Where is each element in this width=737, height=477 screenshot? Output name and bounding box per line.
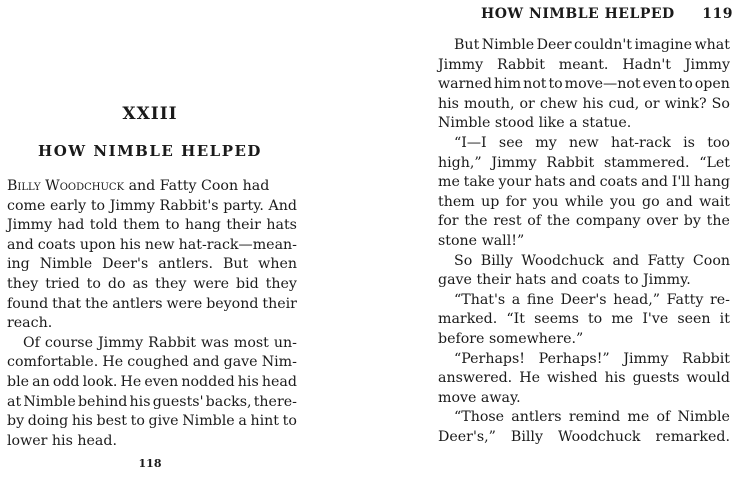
text-line: lower his head.: [7, 432, 117, 449]
text-line: come early to Jimmy Rabbit's party. And: [7, 197, 297, 214]
text-line: Billy Woodchuck and Fatty Coon had: [7, 178, 270, 194]
right-page: [368, 0, 737, 477]
text-line: before somewhere.”: [438, 330, 584, 347]
text-line: “Perhaps! Perhaps!” Jimmy Rabbit: [454, 350, 730, 367]
text-line: by doing his best to give Nimble a hint to: [7, 413, 297, 430]
text-line: gave their hats and coats to Jimmy.: [438, 272, 691, 289]
page-number: 118: [138, 457, 162, 470]
text-line: found that the antlers were beyond their: [7, 295, 297, 312]
text-line: comfortable. He coughed and gave Nim-: [7, 354, 297, 371]
chapter-title: HOW NIMBLE HELPED: [38, 142, 262, 160]
small-caps-name: Billy Woodchuck: [7, 178, 125, 194]
text-line: at Nimble behind his guests' backs, there-: [7, 393, 297, 410]
text-line: ble an odd look. He even nodded his head: [7, 373, 297, 390]
running-head-title: HOW NIMBLE HELPED: [481, 6, 675, 22]
right-body-text: [438, 36, 730, 447]
text-line: reach.: [7, 315, 53, 332]
chapter-number: XXIII: [122, 104, 178, 124]
text-line: Nimble stood like a statue.: [438, 115, 632, 132]
text-line: they tried to do as they were bid they: [7, 275, 297, 292]
text-line: warned him not to move—not even to open: [438, 76, 730, 93]
text-line: his mouth, or chew his cud, or wink? So: [438, 95, 730, 112]
text-line: “I—I see my new hat-rack is too: [454, 134, 730, 151]
text-line: So Billy Woodchuck and Fatty Coon: [454, 252, 730, 269]
left-body-text: [7, 177, 297, 451]
text-line: answered. He wished his guests would: [438, 370, 730, 387]
text-line: ing Nimble Deer's antlers. But when: [7, 256, 297, 273]
text-line: marked. “It seems to me I've seen it: [438, 311, 730, 328]
text-line: But Nimble Deer couldn't imagine what: [454, 37, 730, 53]
left-page: [0, 0, 368, 477]
text-line: them up for you while you go and wait: [438, 193, 730, 210]
text-line: “That's a fine Deer's head,” Fatty re-: [454, 291, 730, 308]
text-line: Deer's,” Billy Woodchuck remarked.: [438, 428, 730, 445]
text-line: high,” Jimmy Rabbit stammered. “Let: [438, 154, 730, 171]
running-head: [481, 6, 733, 22]
text-line: for the rest of the company over by the: [438, 213, 730, 230]
text-line: Jimmy had told them to hang their hats: [7, 217, 297, 234]
text-line: “Those antlers remind me of Nimble: [454, 409, 730, 426]
text-line: stone wall!”: [438, 232, 525, 249]
text-line: and coats upon his new hat-rack—mean-: [7, 236, 297, 253]
text-line: Of course Jimmy Rabbit was most un-: [23, 334, 297, 351]
text-line: move away.: [438, 389, 521, 406]
text-line: Jimmy Rabbit meant. Hadn't Jimmy: [438, 56, 730, 73]
page-number: 119: [702, 6, 733, 22]
text-line: me take your hats and coats and I'll hang: [438, 174, 730, 191]
